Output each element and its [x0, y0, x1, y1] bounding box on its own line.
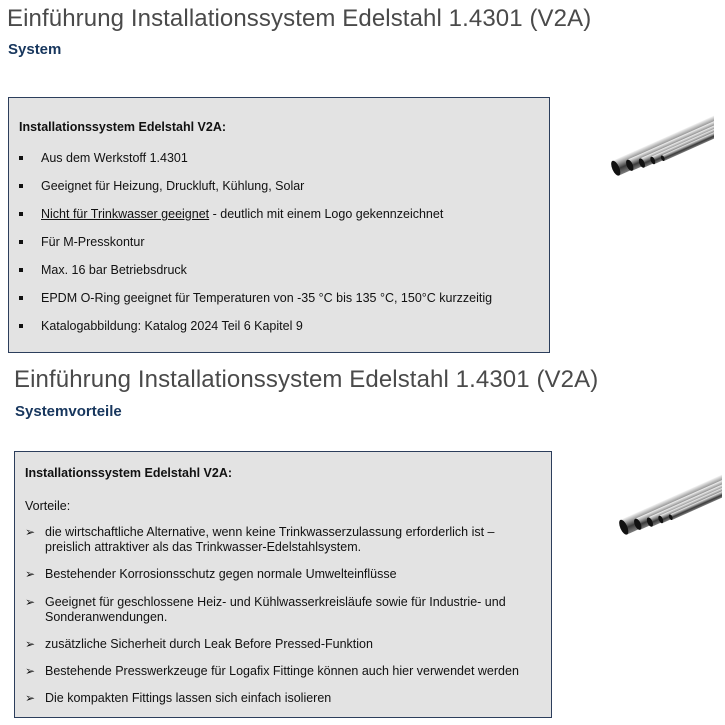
square-bullet-icon: [19, 296, 23, 300]
arrow-bullet-icon: ➢: [25, 664, 36, 678]
page-subtitle: System: [8, 41, 62, 58]
square-bullet-icon: [19, 212, 23, 216]
page-subtitle: Systemvorteile: [15, 403, 122, 420]
box-heading: Installationssystem Edelstahl V2A:: [19, 120, 227, 134]
info-box: Installationssystem Edelstahl V2A: Aus dem Werkstoff 1.4301 Geeignet für Heizung, Druckluft, Kühlung, Solar Nicht für Trinkwasser geeignet - deutlich mit einem Logo gekennzeichnet Für M-Presskontur Max. 16 bar Betriebsdruck EPDM O-Ring geeignet für Temperaturen von -35 °C bis 135 °C, 150°C kurzzeitig Katalogabbildung: Katalog 2024 Teil 6 Kapitel 9: [8, 97, 550, 353]
square-bullet-icon: [19, 156, 23, 160]
page-title: Einführung Installationssystem Edelstahl 1.4301 (V2A): [14, 366, 599, 393]
box-heading: Installationssystem Edelstahl V2A:: [25, 466, 233, 480]
square-bullet-icon: [19, 184, 23, 188]
stainless-steel-pipes-image: [596, 85, 714, 177]
arrow-bullet-icon: ➢: [25, 637, 36, 651]
slide-systemvorteile: [0, 362, 725, 725]
square-bullet-icon: [19, 324, 23, 328]
page-title: Einführung Installationssystem Edelstahl 1.4301 (V2A): [7, 5, 592, 32]
square-bullet-icon: [19, 268, 23, 272]
square-bullet-icon: [19, 240, 23, 244]
arrow-bullet-icon: ➢: [25, 567, 36, 581]
arrow-bullet-icon: ➢: [25, 525, 36, 539]
box-intro: Vorteile:: [25, 499, 71, 513]
info-box: Installationssystem Edelstahl V2A: Vorteile: ➢ die wirtschaftliche Alternative, wenn keine Trinkwasserzulassung erforderlich ist – preislich attraktiver als das Trinkwasser-Edelstahlsystem. ➢ Bestehender Korrosionsschutz gegen normale Umwelteinflüsse ➢ Geeignet für geschlossene Heiz- und Kühlwasserkreisläufe sowie für Industrie- und Sonderanwendungen. ➢ zusätzliche Sicherheit durch Leak Before Pressed-Funktion ➢ Bestehende Presswerkzeuge für Logafix Fittinge können auch hier verwendet werden ➢ Die kompakten Fittings lassen sich einfach isolieren: [14, 451, 552, 718]
warning-underlined-text: Nicht für Trinkwasser geeignet: [41, 207, 210, 221]
stainless-steel-pipes-image: [604, 444, 722, 536]
arrow-bullet-icon: ➢: [25, 595, 36, 609]
slide-system: [0, 0, 725, 362]
arrow-bullet-icon: ➢: [25, 691, 36, 705]
